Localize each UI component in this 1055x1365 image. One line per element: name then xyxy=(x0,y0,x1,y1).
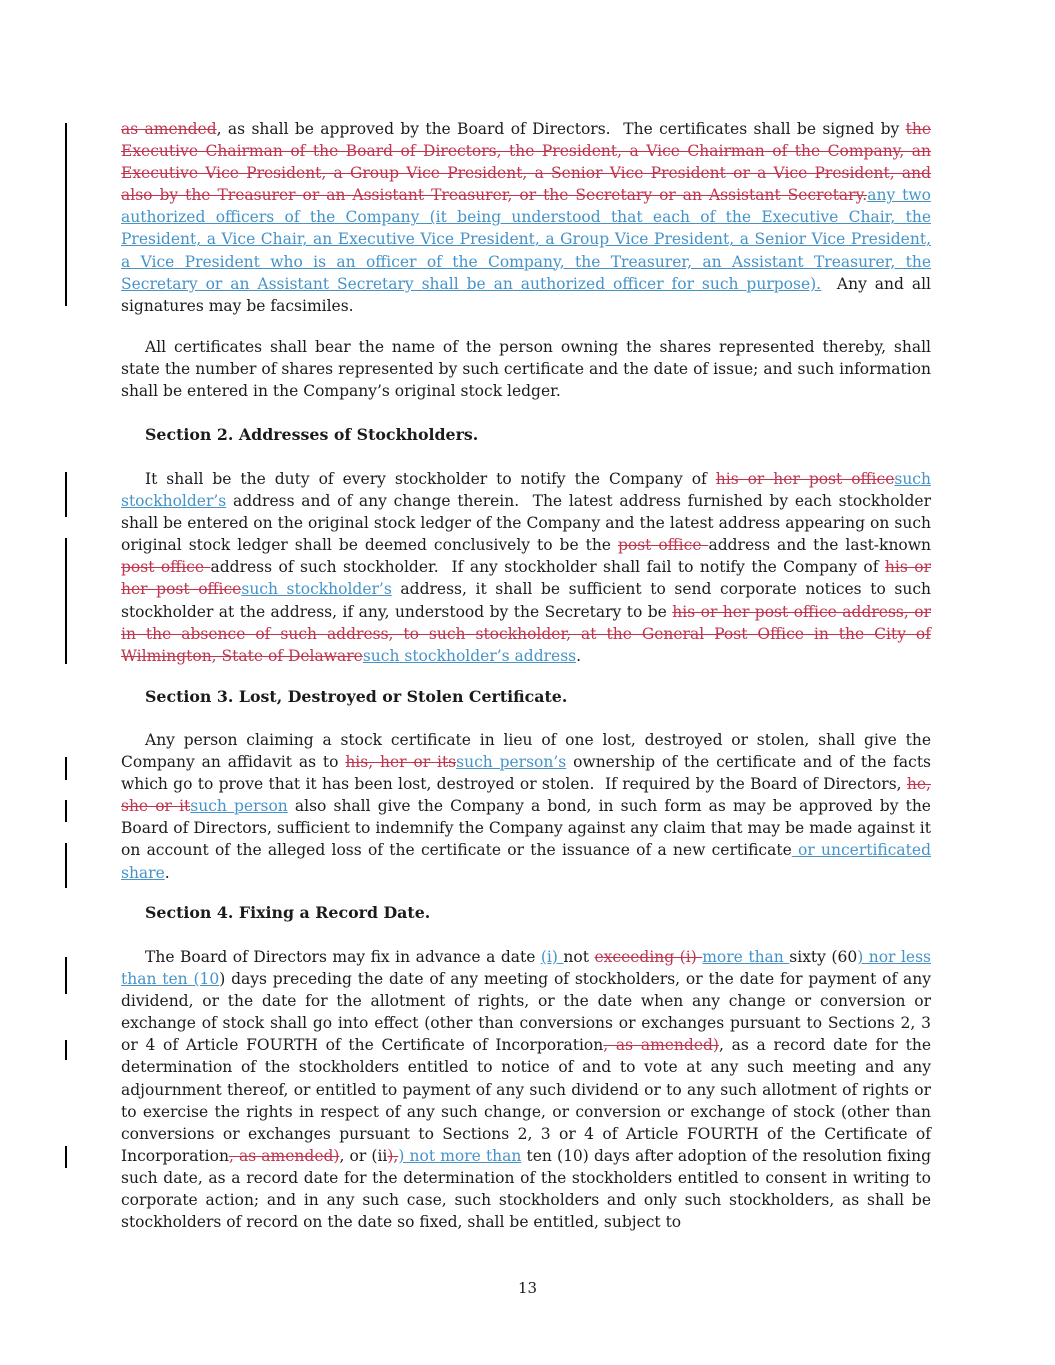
change-bar xyxy=(65,1146,67,1168)
heading-section-4: Section 4. Fixing a Record Date. xyxy=(145,903,431,922)
body-text: . xyxy=(164,863,170,882)
body-text: sixty (60 xyxy=(789,948,858,966)
body-text: Any and all signatures may be facsimiles. xyxy=(121,274,931,315)
heading-section-2: Section 2. Addresses of Stockholders. xyxy=(145,425,479,444)
inserted-text: ) nor less than ten (10 xyxy=(121,948,931,989)
paragraph-certificates-signatures xyxy=(121,118,931,317)
inserted-text: such stockholder’s address xyxy=(362,646,577,665)
paragraph-fixing-record-date xyxy=(121,946,931,1233)
change-bar xyxy=(65,1040,67,1060)
inserted-text: any two authorized officers of the Company (it being understood that each of the Executive Chair, the President, a Vice Chair, an Executive Vice President, a Group Vice President, a Senior Vice President, a Vice President who is an officer of the Company, the Treasurer, an Assistant Treasurer, the Secretary or an Assistant Secretary shall be an authorized officer for such purpose). xyxy=(121,186,931,293)
body-text: ownership of the certificate and of the facts which go to prove that it has been lost, destroyed or stolen. If required by the Board of Directors, xyxy=(121,753,931,794)
inserted-text: more than xyxy=(702,948,790,966)
body-text: , as shall be approved by the Board of Directors. The certificates shall be signed by xyxy=(216,120,906,138)
paragraph-addresses-of-stockholders xyxy=(121,468,931,667)
body-text: Any person claiming a stock certificate in lieu of one lost, destroyed or stolen, shall give the Company an affidavit as to xyxy=(121,731,931,772)
body-text: address, it shall be sufficient to send corporate notices to such stockholder at the address, if any, understood by the Secretary to be xyxy=(121,580,931,621)
inserted-text: such stockholder’s xyxy=(241,580,392,599)
deleted-text: post office xyxy=(121,558,211,577)
paragraph-lost-destroyed-stolen xyxy=(121,729,931,884)
body-text: , or (ii xyxy=(339,1146,388,1165)
deleted-text: his or her post office xyxy=(121,558,931,599)
deleted-text: the Executive Chairman of the Board of Directors, the President, a Vice Chairman of the Company, an Executive Vice President, a Group Vice President, a Senior Vice President or a Vice President, and also by the Treasurer or an Assistant Treasurer, or the Secretary or an Assistant Secretary. xyxy=(121,120,932,205)
body-text: . xyxy=(576,646,582,665)
body-text: also shall give the Company a bond, in such form as may be approved by the Board of Directors, sufficient to indemnify the Company against any claim that may be made against it on account of the alleged loss of the certificate or the issuance of a new certificate xyxy=(121,797,931,860)
deleted-text: post office xyxy=(617,536,709,555)
change-bar xyxy=(65,538,67,664)
page-number: 13 xyxy=(517,1279,538,1297)
inserted-text: (i) xyxy=(540,948,564,966)
deleted-text: exceeding (i) xyxy=(594,948,703,966)
body-text: ten (10) days after adoption of the resolution fixing such date, as a record date for the determination of the stockholders entitled to consent in writing to corporate action; and in any such case, such stockholders and only such stockholders, as shall be stockholders of record on the date so fixed, shall be entitled, subject to xyxy=(121,1146,932,1232)
inserted-text: ) not more than xyxy=(398,1146,522,1165)
inserted-text: such person xyxy=(190,797,288,816)
body-text: , as a record date for the determination of the stockholders entitled to notice of and to vote at any such meeting and any adjournment thereof, or entitled to payment of any such dividend or to any such allotment of rights or to exercise the rights in respect of any such change, or conversion or exchange of stock (other than conversions or exchanges pursuant to Sections 2, 3 or 4 of Article FOURTH of the Certificate of Incorporation xyxy=(121,1036,932,1165)
deleted-text: , as amended) xyxy=(603,1036,719,1055)
change-bar xyxy=(65,123,67,306)
body-text: It shall be the duty of every stockholder to notify the Company of xyxy=(145,470,716,488)
paragraph-certificates-ledger xyxy=(121,336,931,402)
inserted-text: or uncertificated share xyxy=(121,841,932,882)
change-bar xyxy=(65,843,67,888)
deleted-text: , as amended) xyxy=(228,1146,340,1165)
deleted-text: his, her or its xyxy=(345,753,457,772)
change-bar xyxy=(65,472,67,517)
change-bar xyxy=(65,957,67,994)
body-text: address and of any change therein. The latest address furnished by each stockholder shall be entered on the original stock ledger of the Company and the latest address appearing on such original stock ledger shall be deemed conclusively to be the xyxy=(121,492,931,555)
body-text: ) days preceding the date of any meeting of stockholders, or the date for payment of any dividend, or the date for the allotment of rights, or the date when any change or conversion or exchange of stock shall go into effect (other than conversions or exchanges pursuant to Sections 2, 3 or 4 of Article FOURTH of the Certificate of Incorporation xyxy=(121,970,932,1055)
body-text: All certificates shall bear the name of the person owning the shares represented thereby, shall state the number of shares represented by such certificate and the date of issue; and such information shall be entered in the Company’s original stock ledger. xyxy=(121,338,931,401)
deleted-text: as amended xyxy=(121,120,217,138)
deleted-text: he, she or it xyxy=(121,775,931,816)
deleted-text: his or her post office xyxy=(715,470,895,488)
deleted-text: his or her post office address, or in the absence of such address, to such stockholder, at the General Post Office in the City of Wilmington, State of Delaware xyxy=(121,602,931,665)
body-text: address of such stockholder. If any stockholder shall fail to notify the Company of xyxy=(210,558,885,577)
heading-section-3: Section 3. Lost, Destroyed or Stolen Certificate. xyxy=(145,687,568,706)
deleted-text: ), xyxy=(387,1146,399,1165)
change-bar xyxy=(65,757,67,780)
change-bar xyxy=(65,800,67,822)
body-text: The Board of Directors may fix in advance a date xyxy=(145,948,541,966)
body-text: address and the last-known xyxy=(708,536,932,555)
body-text: not xyxy=(563,948,595,966)
inserted-text: such person’s xyxy=(456,753,567,772)
inserted-text: such stockholder’s xyxy=(121,470,931,511)
